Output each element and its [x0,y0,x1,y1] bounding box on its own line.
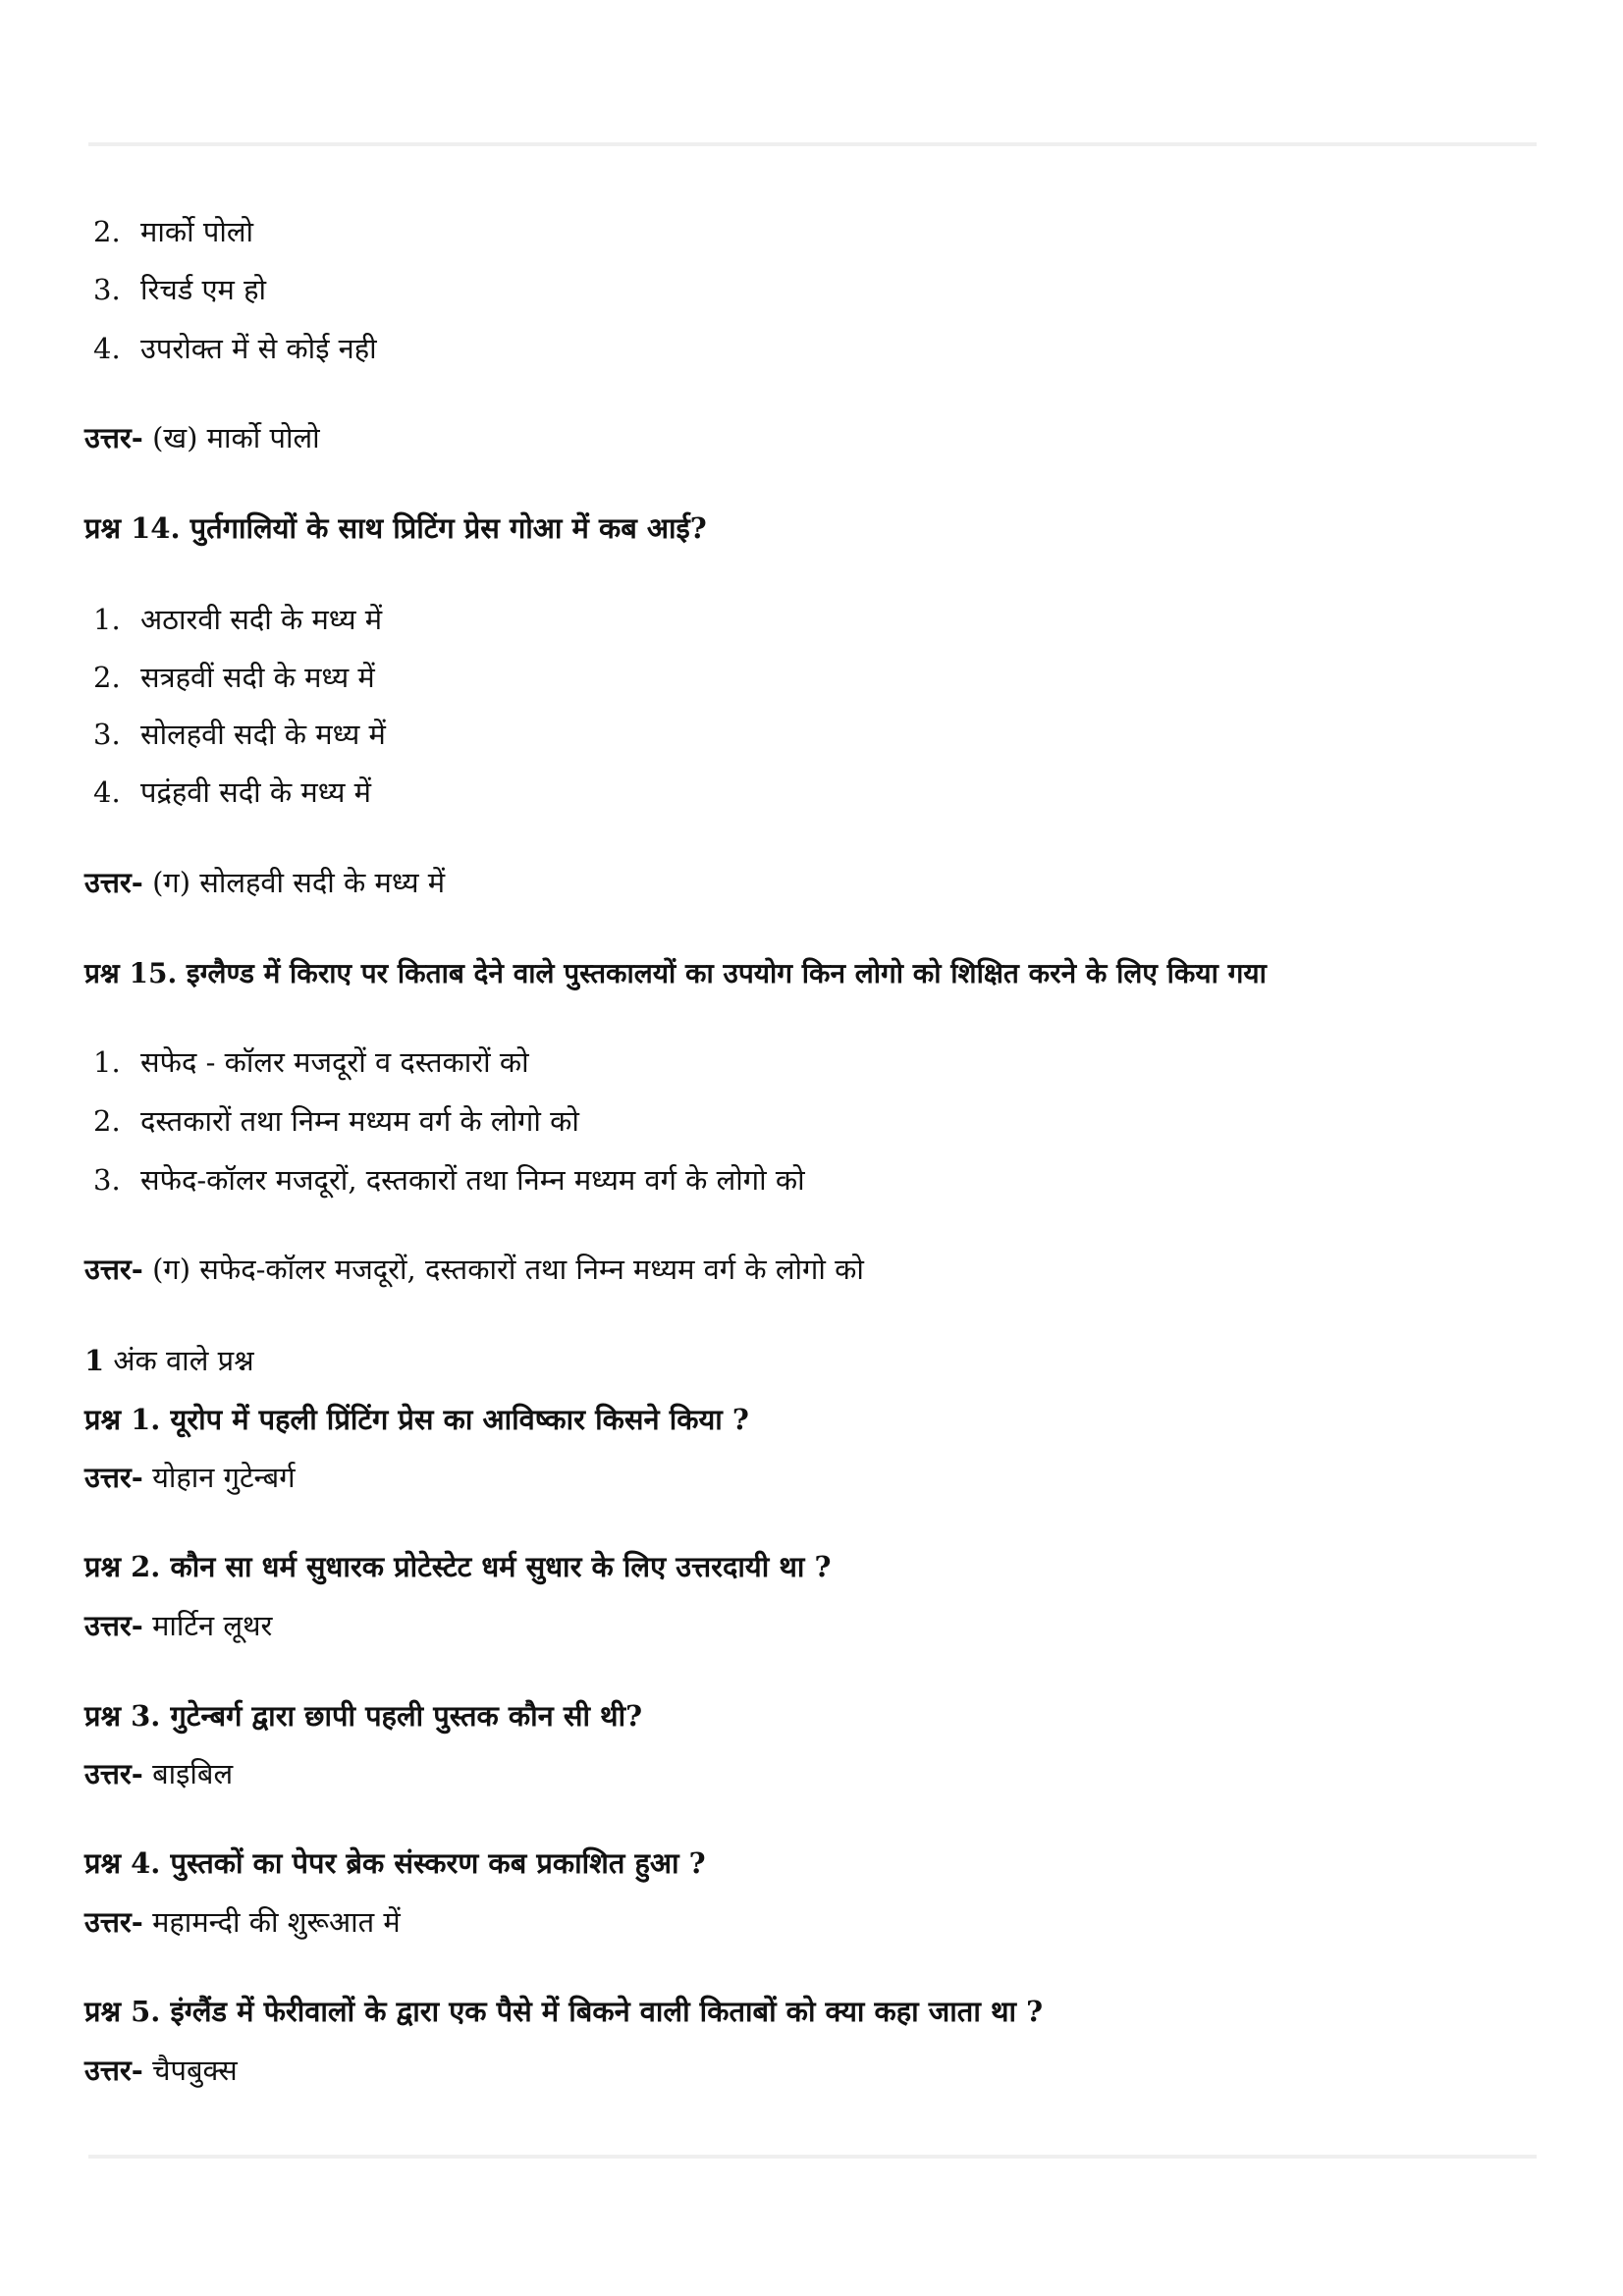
answer-text: चैपबुक्स [152,2054,238,2087]
answer-label: उत्तर- [84,421,143,454]
option-item [93,329,377,368]
answer-label: उत्तर- [84,2054,143,2087]
option-text: सत्रहवीं सदी के मध्य में [140,661,375,694]
answer-label: उत्तर- [84,1905,143,1939]
section-title: अंक वाले प्रश्न [113,1344,254,1377]
option-item [93,270,266,309]
answer-line [84,1250,864,1289]
answer-label: उत्तर- [84,1757,143,1790]
answer-line [84,1754,233,1793]
option-item [93,715,386,754]
bottom-divider [88,2155,1537,2159]
option-text: उपरोक्त में से कोई नही [140,332,377,365]
option-text: सोलहवी सदी के मध्य में [140,718,386,751]
option-item [93,773,371,812]
answer-text: (ग) सफेद-कॉलर मजदूरों, दस्तकारों तथा निम्न मध्यम वर्ग के लोगो को [152,1253,864,1286]
answer-label: उत्तर- [84,866,143,899]
answer-text: (ग) सोलहवी सदी के मध्य में [152,866,446,899]
question-heading: प्रश्न 14. पुर्तगालियों के साथ प्रिटिंग प्रेस गोआ में कब आई? [84,511,707,545]
section-number: 1 [84,1344,105,1377]
option-text: मार्को पोलो [140,215,254,248]
answer-text: महामन्दी की शुरूआत में [152,1905,401,1939]
option-item [93,600,382,639]
answer-line [84,863,445,902]
option-item [93,212,253,251]
option-number: 2. [93,215,121,248]
question-heading: प्रश्न 2. कौन सा धर्म सुधारक प्रोटेस्टेट धर्म सुधार के लिए उत्तरदायी था ? [84,1550,832,1583]
answer-label: उत्तर- [84,1609,143,1642]
top-divider [88,142,1537,146]
option-number: 3. [93,1163,121,1197]
option-text: सफेद - कॉलर मजदूरों व दस्तकारों को [140,1045,529,1079]
answer-label: उत्तर- [84,1253,143,1286]
option-text: सफेद-कॉलर मजदूरों, दस्तकारों तथा निम्न मध्यम वर्ग के लोगो को [140,1163,805,1197]
option-number: 1. [93,603,121,636]
question-heading: प्रश्न 3. गुटेन्बर्ग द्वारा छापी पहली पुस्तक कौन सी थी? [84,1699,643,1733]
answer-text: योहान गुटेन्बर्ग [152,1461,296,1494]
answer-line [84,1902,401,1942]
option-number: 4. [93,332,121,365]
option-item [93,1042,529,1082]
answer-text: मार्टिन लूथर [152,1609,273,1642]
answer-text: (ख) मार्को पोलो [152,421,320,454]
answer-line [84,1606,272,1645]
option-item [93,1160,805,1200]
option-text: पद्रंहवी सदी के मध्य में [140,775,371,809]
answer-label: उत्तर- [84,1461,143,1494]
option-number: 2. [93,1104,121,1138]
option-text: अठारवी सदी के मध्य में [140,603,383,636]
answer-line [84,418,320,457]
answer-text: बाइबिल [152,1757,234,1790]
option-number: 4. [93,775,121,809]
question-heading: प्रश्न 4. पुस्तकों का पेपर ब्रेक संस्करण कब प्रकाशित हुआ ? [84,1846,706,1880]
option-number: 3. [93,273,121,306]
option-number: 2. [93,661,121,694]
section-heading [84,1341,254,1380]
option-text: रिचर्ड एम हो [140,273,267,306]
option-number: 3. [93,718,121,751]
option-item [93,1101,579,1141]
answer-line [84,2051,238,2090]
question-heading: प्रश्न 5. इंग्लैंड में फेरीवालों के द्वारा एक पैसे में बिकने वाली किताबों को क्या कहा जाता था ? [84,1995,1044,2028]
question-heading: प्रश्न 1. यूरोप में पहली प्रिंटिंग प्रेस का आविष्कार किसने किया ? [84,1403,749,1436]
answer-line [84,1458,296,1497]
option-text: दस्तकारों तथा निम्न मध्यम वर्ग के लोगो को [140,1104,579,1138]
option-item [93,658,375,697]
option-number: 1. [93,1045,121,1079]
question-heading: प्रश्न 15. इग्लैण्ड में किराए पर किताब देने वाले पुस्तकालयों का उपयोग किन लोगो को शिक्षित करने के लिए किया गया [84,957,1267,989]
